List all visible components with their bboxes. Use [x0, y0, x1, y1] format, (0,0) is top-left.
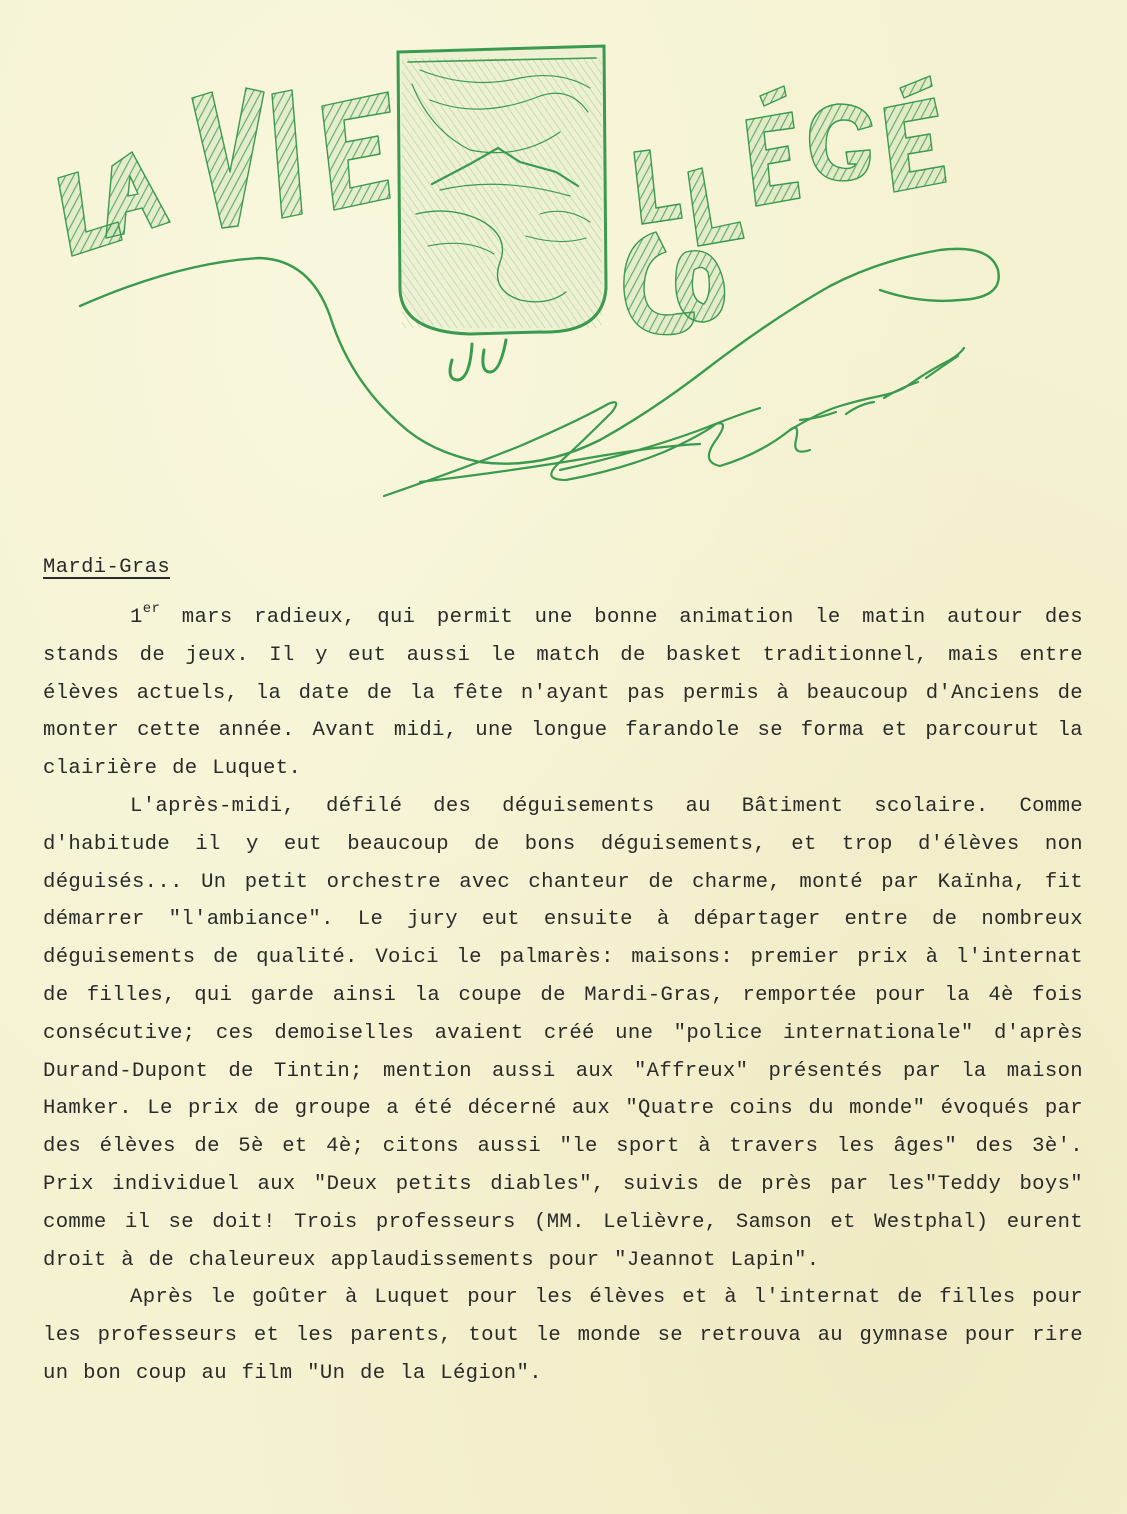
article [43, 553, 1083, 1393]
article-body [43, 599, 1083, 1393]
ordinal-suffix: er [142, 601, 161, 617]
paragraph-2: L'après-midi, défilé des déguisements au Bâtiment scolaire. Comme d'habitude il y eut beaucoup de bons déguisements, et trop d'élèves non déguisés... Un petit orchestre avec chanteur de charme, monté par Kaïnha, fit démarrer "l'ambiance". Le jury eut ensuite à départager entre de nombreux déguisements de qualité. Voici le palmarès: maisons: premier prix à l'internat de filles, qui garde ainsi la coupe de Mardi-Gras, remportée pour la 4è fois consécutive; ces demoiselles avaient créé une "police internationale" d'après Durand-Dupont de Tintin; mention aussi aux "Affreux" présentés par la maison Hamker. Le prix de groupe a été décerné aux "Quatre coins du monde" évoqués par des élèves de 5è et 4è; citons aussi "le sport à travers les âges" des 3è'. Prix individuel aux "Deux petits diables", suivis de près par les"Teddy boys" comme il se doit! Trois professeurs (MM. Lelièvre, Samson et Westphal) eurent droit à de chaleureux applaudissements pour "Jeannot Lapin". [43, 794, 1083, 1272]
article-title: Mardi-Gras [43, 556, 171, 579]
paragraph-1-text: mars radieux, qui permit une bonne animation le matin autour des stands de jeux. Il y eut aussi le match de basket traditionnel, mais entre élèves actuels, la date de la fête n'ayant pas permis à beaucoup d'Anciens de monter cette année. Avant midi, une longue farandole se forma et parcourut la clairière de Luquet. [43, 606, 1083, 781]
paragraph-1 [43, 599, 1083, 788]
masthead-illustration [0, 0, 1127, 520]
masthead-title-left [58, 88, 390, 256]
ordinal-number: 1 [130, 606, 143, 629]
signature [384, 348, 964, 496]
crest-shield [398, 46, 606, 334]
masthead-drawing [0, 0, 1127, 520]
paragraph-3: Après le goûter à Luquet pour les élèves et à l'internat de filles pour les professeurs et les parents, tout le monde se retrouva au gymnase pour rire un bon coup au film "Un de la Légion". [43, 1286, 1083, 1385]
masthead-title-connector [450, 340, 506, 380]
